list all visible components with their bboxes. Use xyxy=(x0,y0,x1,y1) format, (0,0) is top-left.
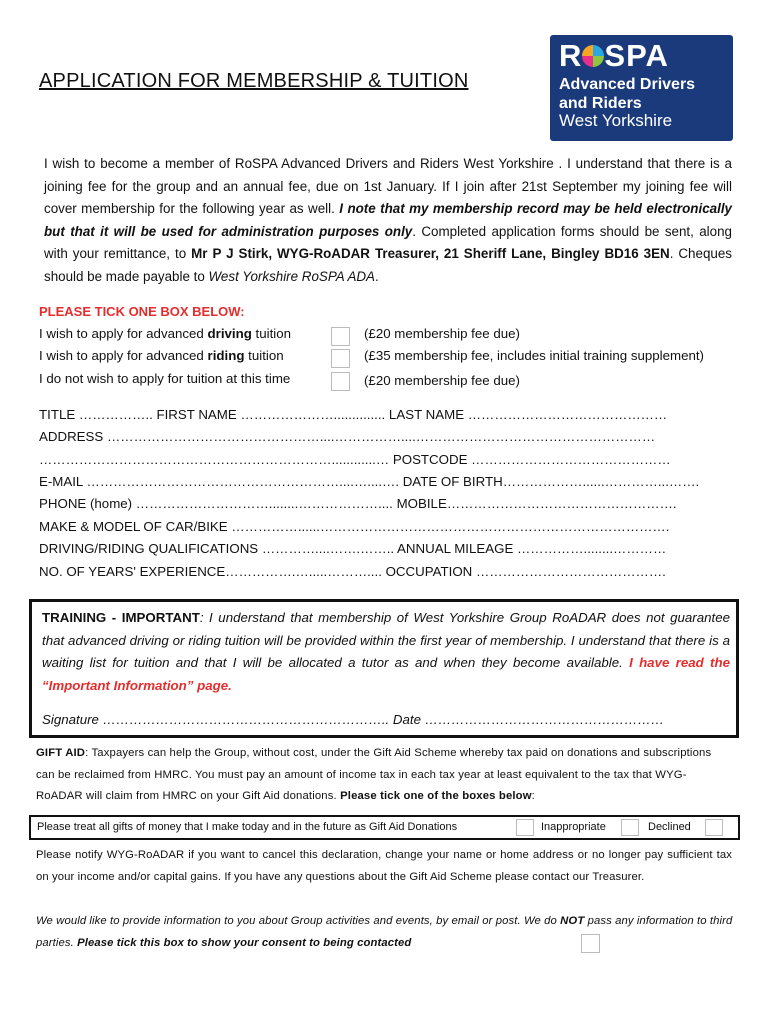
field-email-dob[interactable]: E-MAIL …………………………………………………....…....…. DATE OF BIRTH………………......…………...……. xyxy=(39,474,700,489)
logo-wordmark: R SPA xyxy=(559,38,669,73)
gift-aid-inappropriate-checkbox[interactable] xyxy=(621,819,639,836)
rospa-logo xyxy=(550,35,733,141)
consent-checkbox[interactable] xyxy=(581,934,600,953)
logo-region: West Yorkshire xyxy=(559,111,673,130)
intro-paragraph: I wish to become a member of RoSPA Advanced Drivers and Riders West Yorkshire . I understand that there is a joining fee for the group and an annual fee, due on 1st January. If I join after 21st September my joining fee will cover membership for the following year as well. I note that my membership record may be held electronically but that it will be used for administration purposes only. Completed application forms should be sent, along with your remittance, to Mr P J Stirk, WYG-RoADAR Treasurer, 21 Sheriff Lane, Bingley BD16 3EN. Cheques should be made payable to West Yorkshire RoSPA ADA. xyxy=(44,156,732,284)
field-postcode[interactable]: …………………………………………………………............… POSTCODE ……………………………………… xyxy=(39,452,671,467)
field-experience-occupation[interactable]: NO. OF YEARS' EXPERIENCE…………….….....……….... OCCUPATION ……………………………………. xyxy=(39,564,666,579)
tick-box-heading: PLEASE TICK ONE BOX BELOW: xyxy=(39,304,245,319)
option-no-tuition-fee: (£20 membership fee due) xyxy=(364,373,520,388)
field-name[interactable]: TITLE …………….. FIRST NAME ………………….............. LAST NAME ……………………………………… xyxy=(39,407,668,422)
signature-date-field[interactable]: Signature ……………………………………………………….. Date ……………………………………………… xyxy=(42,712,665,727)
option-driving-checkbox[interactable] xyxy=(331,327,350,346)
logo-roundel-icon xyxy=(582,45,604,67)
field-phone-mobile[interactable]: PHONE (home) …………………………........……………….... MOBILE……………………………………………. xyxy=(39,496,677,511)
option-riding-label: I wish to apply for advanced riding tuition xyxy=(39,348,284,363)
field-address[interactable]: ADDRESS …………………………………………....……………....……………………………………………… xyxy=(39,429,656,444)
gift-aid-inappropriate-label: Inappropriate xyxy=(541,821,606,833)
notify-paragraph: Please notify WYG-RoADAR if you want to cancel this declaration, change your name or home address or no longer pay sufficient tax on your income and/or capital gains. If you have any questions about the Gift Aid Scheme please contact our Treasurer. xyxy=(36,849,732,883)
option-no-tuition-checkbox[interactable] xyxy=(331,372,350,391)
gift-aid-options xyxy=(29,815,740,840)
gift-aid-declined-label: Declined xyxy=(648,821,691,833)
option-riding-fee: (£35 membership fee, includes initial training supplement) xyxy=(364,348,704,363)
gift-aid-declined-checkbox[interactable] xyxy=(705,819,723,836)
gift-aid-paragraph: GIFT AID: Taxpayers can help the Group, without cost, under the Gift Aid Scheme whereby tax paid on donations and subscriptions can be reclaimed from HMRC. You must pay an amount of income tax in each tax year at least equivalent to the tax that WYG-RoADAR will claim from HMRC on your Gift Aid donations. Please tick one of the boxes below: xyxy=(36,747,712,802)
page-title: APPLICATION FOR MEMBERSHIP & TUITION xyxy=(39,70,469,92)
gift-aid-donation-label: Please treat all gifts of money that I make today and in the future as Gift Aid Donations xyxy=(37,821,458,833)
option-driving-label: I wish to apply for advanced driving tuition xyxy=(39,326,292,341)
logo-subtitle: Advanced Drivers and Riders xyxy=(559,76,696,112)
gift-aid-donation-checkbox[interactable] xyxy=(516,819,534,836)
training-notice-text: TRAINING - IMPORTANT: I understand that membership of West Yorkshire Group RoADAR does not guarantee that advanced driving or riding tuition will be provided within the first year of membership. I understand that there is a waiting list for tuition and that I will be allocated a tutor as and when they become available. I have read the “Important Information” page. xyxy=(42,610,730,693)
consent-paragraph: We would like to provide information to you about Group activities and events, by email or post. We do NOT pass any information to third parties. Please tick this box to show your consent to being contacted xyxy=(36,915,733,949)
field-vehicle[interactable]: MAKE & MODEL OF CAR/BIKE ……………......……………………………………………………………………. xyxy=(39,519,670,534)
training-notice-box xyxy=(29,599,739,738)
field-qualifications-mileage[interactable]: DRIVING/RIDING QUALIFICATIONS …………....…….…….. ANNUAL MILEAGE ……………........………… xyxy=(39,541,667,556)
option-no-tuition-label: I do not wish to apply for tuition at this time xyxy=(39,371,291,386)
option-driving-fee: (£20 membership fee due) xyxy=(364,326,520,341)
option-riding-checkbox[interactable] xyxy=(331,349,350,368)
